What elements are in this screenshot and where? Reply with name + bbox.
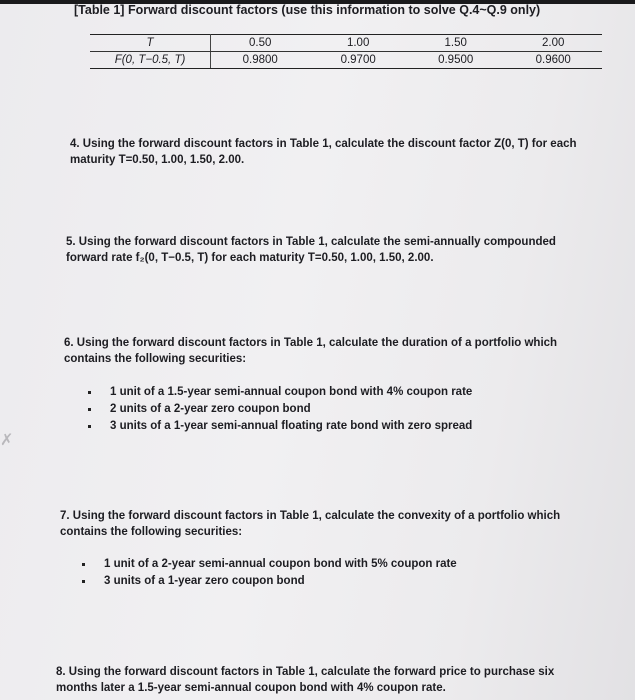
list-item: 1 unit of a 1.5-year semi-annual coupon bond with 4% coupon rate	[88, 384, 472, 401]
question-line: contains the following securities:	[64, 353, 247, 365]
list-item: 3 units of a 1-year zero coupon bond	[82, 573, 457, 590]
table-header-row	[90, 35, 602, 52]
list-item: 3 units of a 1-year semi-annual floating rate bond with zero spread	[88, 418, 472, 435]
question-line: 6. Using the forward discount factors in Table 1, calculate the duration of a portfolio which	[64, 337, 558, 349]
question-line: 5. Using the forward discount factors in Table 1, calculate the semi-annually compounded	[66, 236, 556, 248]
question-line: maturity T=0.50, 1.00, 1.50, 2.00.	[70, 154, 245, 166]
question-line: 7. Using the forward discount factors in Table 1, calculate the convexity of a portfolio which	[60, 510, 561, 522]
question-line: months later a 1.5-year semi-annual coupon bond with 4% coupon rate.	[56, 682, 446, 694]
factor-cell: 0.9800	[211, 52, 310, 69]
table-title: [Table 1] Forward discount factors (use this information to solve Q.4~Q.9 only)	[74, 3, 541, 17]
question-8	[56, 664, 554, 696]
header-label: T	[90, 35, 211, 52]
factor-cell: 0.9700	[309, 52, 407, 69]
list-item: 2 units of a 2-year zero coupon bond	[88, 401, 472, 418]
question-6	[64, 335, 557, 367]
factor-cell: 0.9500	[407, 52, 505, 69]
question-5	[66, 234, 556, 266]
question-line: forward rate f₂(0, T−0.5, T) for each maturity T=0.50, 1.00, 1.50, 2.00.	[66, 252, 434, 264]
question-line: contains the following securities:	[60, 526, 243, 538]
maturity-cell: 1.00	[309, 35, 407, 52]
question-4	[70, 136, 577, 168]
maturity-cell: 2.00	[504, 35, 602, 52]
maturity-cell: 0.50	[211, 35, 310, 52]
maturity-cell: 1.50	[407, 35, 505, 52]
list-item: 1 unit of a 2-year semi-annual coupon bond with 5% coupon rate	[82, 556, 457, 573]
pencil-mark: ✗	[0, 432, 14, 449]
question-7-securities	[82, 556, 457, 590]
question-7	[60, 508, 560, 540]
question-6-securities	[88, 384, 472, 435]
row-label: F(0, T−0.5, T)	[90, 52, 211, 69]
factor-cell: 0.9600	[504, 52, 602, 69]
forward-discount-table	[90, 34, 602, 69]
table-factor-row	[90, 52, 602, 69]
question-line: 4. Using the forward discount factors in Table 1, calculate the discount factor Z(0, T) for each	[70, 138, 577, 150]
question-line: 8. Using the forward discount factors in Table 1, calculate the forward price to purchase six	[56, 666, 555, 678]
